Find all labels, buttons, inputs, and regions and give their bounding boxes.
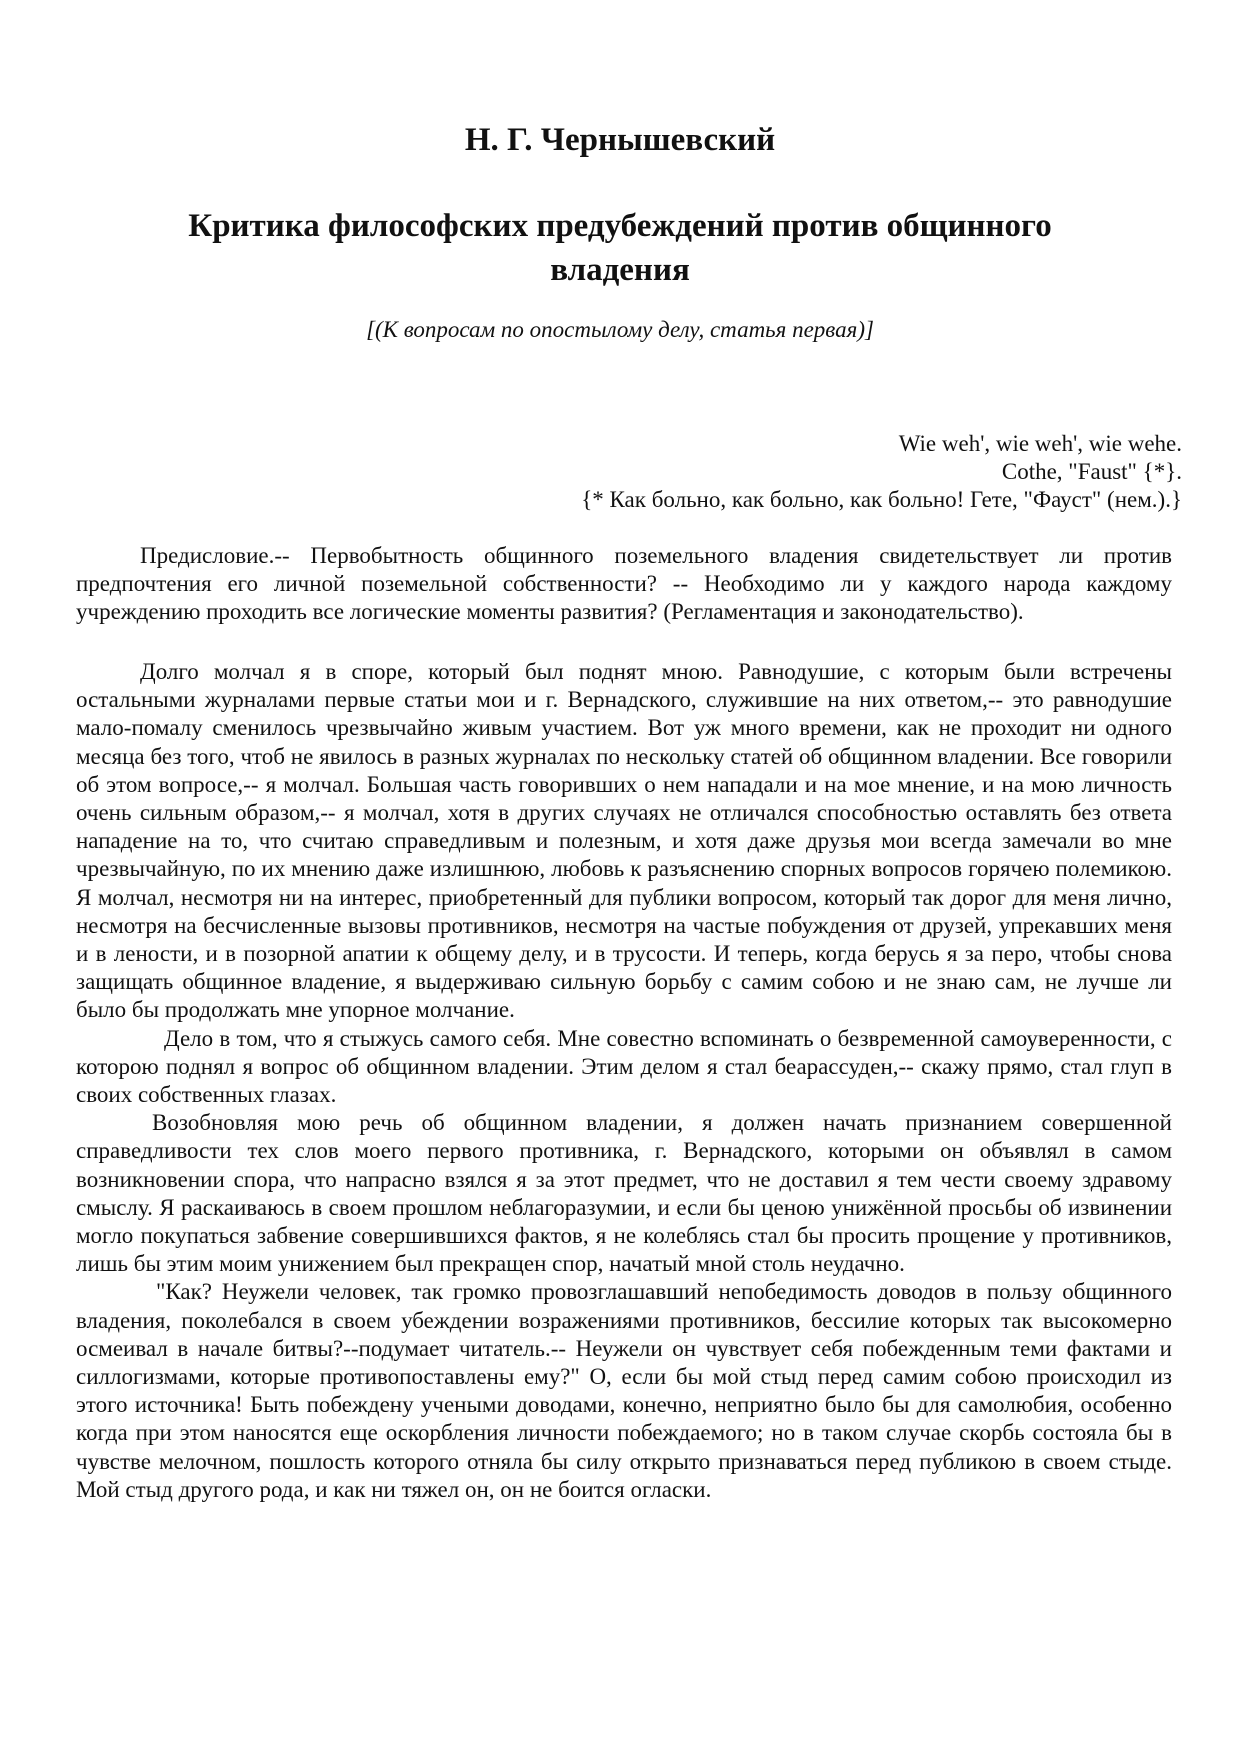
article-subtitle: [(К вопросам по опостылому делу, статья первая)]	[366, 317, 874, 342]
epigraph-source: Cothe, "Faust" {*}.	[1001, 459, 1182, 484]
epigraph-quote: Wie weh', wie weh', wie wehe.	[898, 431, 1182, 456]
paragraph: Долго молчал я в споре, который был поднят мною. Равнодушие, с которым были встречены остальными журналами первые статьи мои и г. Вернадского, служившие на них ответом,-- это равнодушие мало-помалу сменилось чрезвычайно живым участием. Вот уж много времени, как не проходит ни одного месяца без того, чтоб не явилось в разных журналах по нескольку статей об общинном владении. Все говорили об этом вопросе,-- я молчал. Большая часть говоривших о нем нападали и на мое мнение, и на мою личность очень сильным образом,-- я молчал, хотя в других случаях не отличался способностью оставлять без ответа нападение на то, что считаю справедливым и полезным, и хотя даже друзья мои всегда замечали во мне чрезвычайную, по их мнению даже излишнюю, любовь к разъяснению спорных вопросов горячею полемикою. Я молчал, несмотря ни на интерес, приобретенный для публики вопросом, который так дорог для меня лично, несмотря на бесчисленные вызовы противников, несмотря на частые побуждения от друзей, упрекавших меня и в лености, и в позорной апатии к общему делу, и в трусости. И теперь, когда берусь я за перо, чтобы снова защищать общинное владение, я выдерживаю сильную борьбу с самим собою и не знаю сам, не лучше ли было бы продолжать мне упорное молчание.	[76, 659, 1172, 1023]
paragraph: "Как? Неужели человек, так громко провозглашавший непобедимость доводов в пользу общинного владения, поколебался в своем убеждении возражениями противников, бессилие которых так высокомерно осмеивал в начале битвы?--подумает читатель.-- Неужели он чувствует себя побежденным теми фактами и силлогизмами, которые противопоставлены ему?" О, если бы мой стыд перед самим собою происходил из этого источника! Быть побеждену учеными доводами, конечно, неприятно было бы для самолюбия, особенно когда при этом наносятся еще оскорбления личности побеждаемого; но в таком случае скорбь состояла бы в чувстве мелочном, пошлость которого отняла бы силу открыто признаваться перед публикою в своем стыде. Мой стыд другого рода, и как ни тяжел он, он не боится огласки.	[76, 1279, 1172, 1502]
paragraph: Дело в том, что я стыжусь самого себя. Мне совестно вспоминать о безвременной самоуверенности, с которою поднял я вопрос об общинном владении. Этим делом я стал беарассуден,-- скажу прямо, стал глуп в своих собственных глазах.	[76, 1025, 1172, 1108]
epigraph	[422, 430, 1182, 514]
author-heading: Н. Г. Чернышевский	[464, 122, 776, 158]
article-title: Критика философских предубеждений против общинного владения	[188, 208, 1052, 288]
preface-paragraph: Предисловие.-- Первобытность общинного поземельного владения свидетельствует ли против предпочтения его личной поземельной собственности? -- Необходимо ли у каждого народа каждому учреждению проходить все логические моменты развития? (Регламентация и законодательство).	[76, 543, 1172, 625]
epigraph-footnote: {* Как больно, как больно, как больно! Гете, "Фауст" (нем.).}	[581, 487, 1182, 512]
main-text	[76, 658, 1172, 1504]
paragraph: Возобновляя мою речь об общинном владении, я должен начать признанием совершенной справедливости тех слов моего первого противника, г. Вернадского, которыми он объявлял в самом возникновении спора, что напрасно взялся я за этот предмет, что не доставил я тем чести своему здравому смыслу. Я раскаиваюсь в своем прошлом неблагоразумии, и если бы ценою унижённой просьбы об извинении могло покупаться забвение совершившихся фактов, я не колеблясь стал бы просить прощение у противников, лишь бы этим моим унижением был прекращен спор, начатый мной столь неудачно.	[76, 1110, 1172, 1277]
preface-block	[76, 542, 1172, 627]
